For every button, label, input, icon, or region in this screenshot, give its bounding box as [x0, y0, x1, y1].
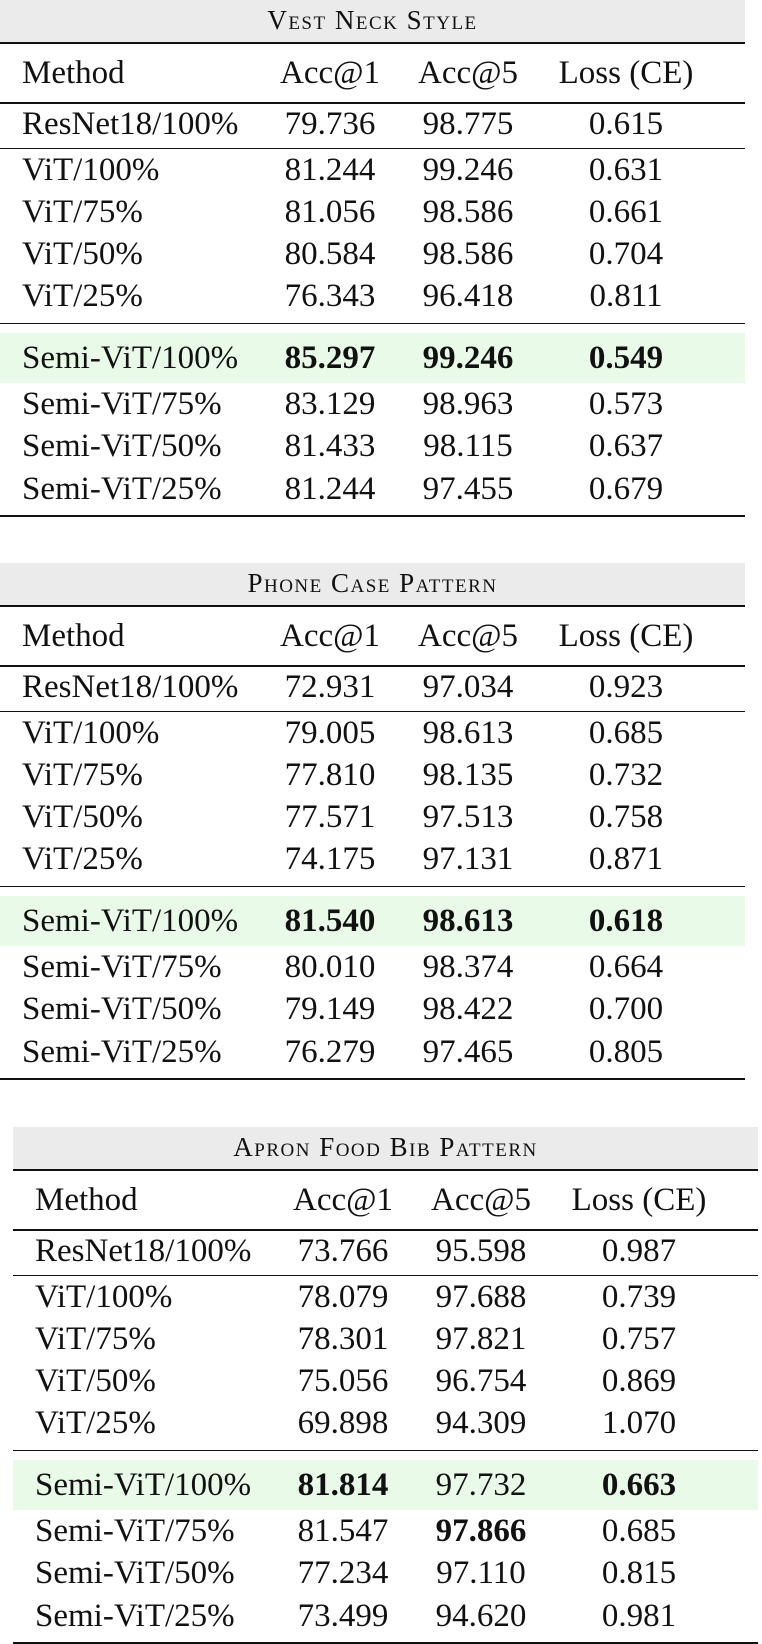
- table-row: [0, 712, 745, 754]
- table-row: [0, 104, 745, 149]
- cell-acc1: 81.244: [284, 471, 376, 507]
- cell-acc5: 95.598: [435, 1233, 527, 1269]
- table-row: [0, 667, 745, 712]
- cell-loss: 0.679: [588, 471, 664, 507]
- table-header-row: [0, 44, 745, 104]
- cell-loss: 0.704: [588, 236, 664, 272]
- table-header-row: [0, 607, 745, 667]
- cell-method: Semi-ViT/50%: [22, 428, 222, 464]
- header-acc1: Acc@1: [293, 1182, 394, 1218]
- cell-method: ResNet18/100%: [35, 1233, 252, 1269]
- table-row: [13, 1318, 758, 1360]
- table-row-best: [13, 1460, 758, 1510]
- cell-acc5: 99.246: [422, 152, 514, 188]
- cell-method: ViT/50%: [22, 236, 143, 272]
- cell-method: ViT/50%: [35, 1363, 156, 1399]
- cell-acc1: 81.540: [284, 903, 376, 939]
- cell-method: ResNet18/100%: [22, 106, 239, 142]
- cell-acc5: 97.465: [422, 1034, 514, 1070]
- cell-acc5: 98.115: [423, 428, 513, 464]
- cell-acc5: 97.732: [435, 1467, 527, 1503]
- header-loss: Loss (CE): [558, 55, 694, 91]
- cell-method: ViT/75%: [22, 757, 143, 793]
- cell-loss: 0.757: [601, 1321, 677, 1357]
- header-acc1: Acc@1: [280, 55, 381, 91]
- cell-acc1: 76.279: [284, 1034, 376, 1070]
- cell-loss: 0.758: [588, 799, 664, 835]
- cell-acc1: 78.079: [297, 1279, 389, 1315]
- cell-loss: 0.631: [588, 152, 664, 188]
- cell-acc5: 97.688: [435, 1279, 527, 1315]
- cell-acc5: 94.309: [435, 1405, 527, 1441]
- header-loss: Loss (CE): [571, 1182, 707, 1218]
- table-row: [13, 1360, 758, 1402]
- header-acc5: Acc@5: [431, 1182, 532, 1218]
- table-row: [13, 1231, 758, 1276]
- cell-method: Semi-ViT/100%: [22, 903, 239, 939]
- table-title: Vest Neck Style: [0, 0, 745, 44]
- cell-acc5: 97.131: [422, 841, 514, 877]
- table-row: [0, 149, 745, 191]
- cell-acc1: 81.244: [284, 152, 376, 188]
- table-row-best: [0, 896, 745, 946]
- cell-loss: 0.739: [601, 1279, 677, 1315]
- cell-acc1: 80.584: [284, 236, 376, 272]
- cell-method: ViT/25%: [22, 278, 143, 314]
- cell-acc1: 73.499: [297, 1598, 389, 1634]
- table-row: [0, 425, 745, 467]
- table-row-best: [0, 333, 745, 383]
- results-table-apron-food-bib-pattern: [13, 1127, 758, 1644]
- cell-acc1: 79.736: [284, 106, 376, 142]
- table-row: [0, 467, 745, 517]
- cell-method: ViT/75%: [35, 1321, 156, 1357]
- header-loss: Loss (CE): [558, 618, 694, 654]
- cell-loss: 0.663: [601, 1467, 677, 1503]
- cell-acc1: 77.810: [284, 757, 376, 793]
- cell-loss: 0.685: [601, 1513, 677, 1549]
- cell-loss: 0.685: [588, 715, 664, 751]
- cell-acc1: 80.010: [284, 949, 376, 985]
- cell-acc5: 98.586: [422, 194, 514, 230]
- cell-loss: 0.923: [588, 669, 664, 705]
- cell-acc5: 96.754: [435, 1363, 527, 1399]
- cell-acc5: 98.613: [422, 903, 514, 939]
- cell-acc1: 69.898: [297, 1405, 389, 1441]
- table-row: [0, 1030, 745, 1080]
- cell-acc5: 98.135: [422, 757, 514, 793]
- table-row: [13, 1402, 758, 1444]
- cell-acc1: 74.175: [284, 841, 376, 877]
- cell-acc1: 77.234: [297, 1555, 389, 1591]
- cell-loss: 0.549: [588, 340, 664, 376]
- cell-acc1: 79.005: [284, 715, 376, 751]
- table-row: [0, 838, 745, 880]
- cell-loss: 0.732: [588, 757, 664, 793]
- table-row: [0, 233, 745, 275]
- cell-loss: 0.661: [588, 194, 664, 230]
- cell-method: Semi-ViT/25%: [22, 1034, 222, 1070]
- cell-acc5: 97.866: [435, 1513, 527, 1549]
- cell-method: Semi-ViT/25%: [35, 1598, 235, 1634]
- cell-acc1: 81.433: [284, 428, 376, 464]
- cell-acc5: 98.586: [422, 236, 514, 272]
- table-title: Apron Food Bib Pattern: [13, 1127, 758, 1171]
- header-acc1: Acc@1: [280, 618, 381, 654]
- cell-loss: 0.811: [589, 278, 663, 314]
- cell-method: Semi-ViT/50%: [35, 1555, 235, 1591]
- cell-acc5: 97.034: [422, 669, 514, 705]
- cell-acc1: 76.343: [284, 278, 376, 314]
- header-acc5: Acc@5: [418, 618, 519, 654]
- cell-method: Semi-ViT/75%: [22, 386, 222, 422]
- header-acc5: Acc@5: [418, 55, 519, 91]
- table-row: [0, 383, 745, 425]
- cell-acc5: 97.455: [422, 471, 514, 507]
- cell-method: Semi-ViT/25%: [22, 471, 222, 507]
- table-row: [0, 191, 745, 233]
- cell-acc1: 81.547: [297, 1513, 389, 1549]
- cell-method: ViT/50%: [22, 799, 143, 835]
- cell-loss: 0.664: [588, 949, 664, 985]
- cell-loss: 0.618: [588, 903, 664, 939]
- cell-acc5: 98.613: [422, 715, 514, 751]
- cell-acc1: 79.149: [284, 991, 376, 1027]
- cell-acc1: 81.814: [297, 1467, 389, 1503]
- cell-method: ResNet18/100%: [22, 669, 239, 705]
- table-row: [13, 1510, 758, 1552]
- cell-acc5: 99.246: [422, 340, 514, 376]
- cell-acc5: 96.418: [422, 278, 514, 314]
- results-table-phone-case-pattern: [0, 563, 745, 1080]
- cell-loss: 0.815: [601, 1555, 677, 1591]
- cell-method: ViT/100%: [22, 715, 160, 751]
- cell-method: Semi-ViT/100%: [35, 1467, 252, 1503]
- cell-acc5: 94.620: [435, 1598, 527, 1634]
- table-row: [0, 275, 745, 317]
- table-row: [0, 796, 745, 838]
- cell-acc1: 75.056: [297, 1363, 389, 1399]
- cell-method: Semi-ViT/50%: [22, 991, 222, 1027]
- table-row: [13, 1276, 758, 1318]
- cell-acc5: 98.963: [422, 386, 514, 422]
- cell-loss: 0.871: [588, 841, 664, 877]
- cell-acc1: 77.571: [284, 799, 376, 835]
- table-row: [0, 946, 745, 988]
- cell-acc5: 97.821: [435, 1321, 527, 1357]
- cell-loss: 0.805: [588, 1034, 664, 1070]
- table-row: [0, 988, 745, 1030]
- cell-method: ViT/100%: [35, 1279, 173, 1315]
- table-header-row: [13, 1171, 758, 1231]
- cell-method: Semi-ViT/75%: [22, 949, 222, 985]
- header-method: Method: [22, 55, 125, 91]
- results-table-vest-neck-style: [0, 0, 745, 517]
- cell-acc5: 97.513: [422, 799, 514, 835]
- table-title: Phone Case Pattern: [0, 563, 745, 607]
- cell-acc5: 98.775: [422, 106, 514, 142]
- cell-loss: 0.981: [601, 1598, 677, 1634]
- cell-acc1: 83.129: [284, 386, 376, 422]
- cell-loss: 0.700: [588, 991, 664, 1027]
- cell-method: ViT/100%: [22, 152, 160, 188]
- cell-loss: 1.070: [601, 1405, 677, 1441]
- cell-method: Semi-ViT/75%: [35, 1513, 235, 1549]
- cell-loss: 0.869: [601, 1363, 677, 1399]
- cell-loss: 0.615: [588, 106, 664, 142]
- cell-loss: 0.573: [588, 386, 664, 422]
- cell-acc5: 97.110: [436, 1555, 526, 1591]
- cell-loss: 0.987: [601, 1233, 677, 1269]
- cell-method: ViT/25%: [35, 1405, 156, 1441]
- cell-method: ViT/75%: [22, 194, 143, 230]
- header-method: Method: [22, 618, 125, 654]
- cell-acc1: 81.056: [284, 194, 376, 230]
- cell-acc5: 98.374: [422, 949, 514, 985]
- cell-acc1: 85.297: [284, 340, 376, 376]
- cell-method: ViT/25%: [22, 841, 143, 877]
- table-row: [0, 754, 745, 796]
- cell-acc5: 98.422: [422, 991, 514, 1027]
- cell-loss: 0.637: [588, 428, 664, 464]
- cell-method: Semi-ViT/100%: [22, 340, 239, 376]
- cell-acc1: 72.931: [284, 669, 376, 705]
- table-row: [13, 1552, 758, 1594]
- header-method: Method: [35, 1182, 138, 1218]
- cell-acc1: 73.766: [297, 1233, 389, 1269]
- cell-acc1: 78.301: [297, 1321, 389, 1357]
